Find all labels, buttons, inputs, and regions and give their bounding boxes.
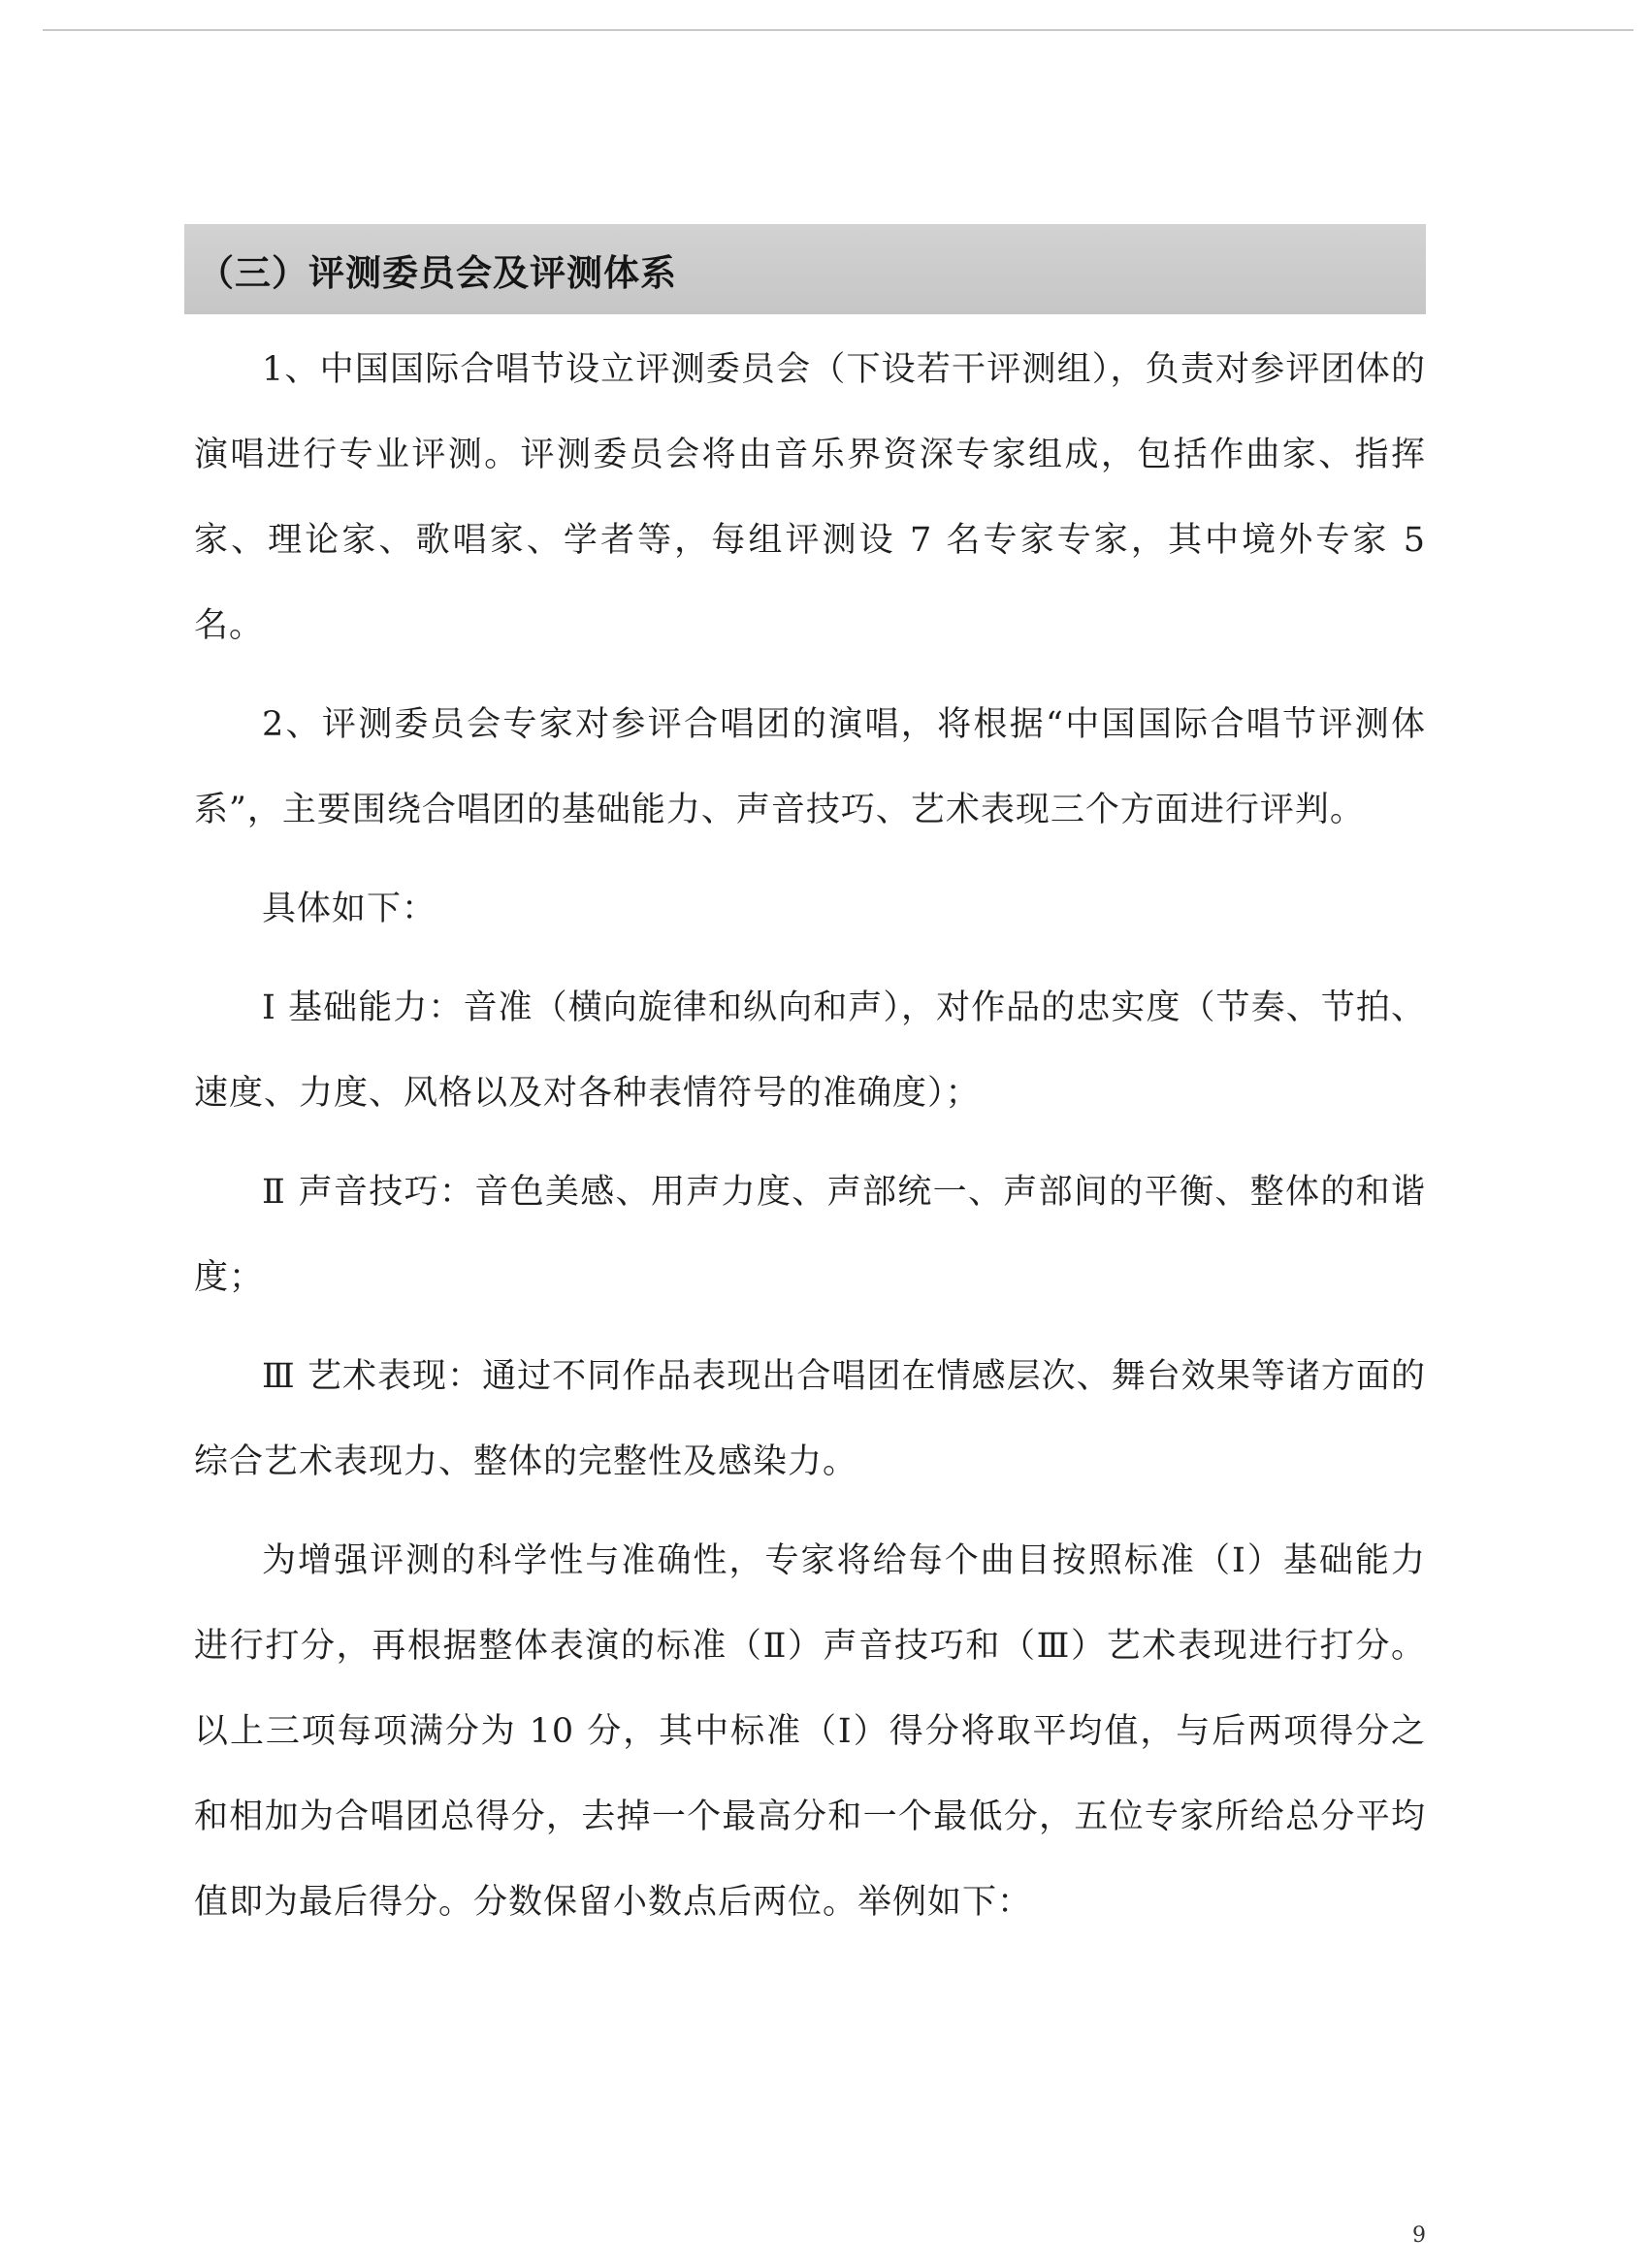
paragraph-criterion-artistic-expression: Ⅲ 艺术表现：通过不同作品表现出合唱团在情感层次、舞台效果等诸方面的综合艺术表现力、整体的完整性及感染力。 [194, 1357, 1426, 1481]
paragraph-scoring-method: 为增强评测的科学性与准确性，专家将给每个曲目按照标准（Ⅰ）基础能力进行打分，再根据整体表演的标准（Ⅱ）声音技巧和（Ⅲ）艺术表现进行打分。以上三项每项满分为 10 分，其中标准（Ⅰ）得分将取平均值，与后两项得分之和相加为合唱团总得分，去掉一个最高分和一个最低分，五位专家所给总分平均值即为最后得分。分数保留小数点后两位。举例如下： [194, 1541, 1426, 1922]
paragraph-criterion-basic-ability: Ⅰ 基础能力：音准（横向旋律和纵向和声），对作品的忠实度（节奏、节拍、速度、力度、风格以及对各种表情符号的准确度）； [194, 988, 1426, 1113]
paragraph-committee: 1、中国国际合唱节设立评测委员会（下设若干评测组），负责对参评团体的演唱进行专业评测。评测委员会将由音乐界资深专家组成，包括作曲家、指挥家、理论家、歌唱家、学者等，每组评测设 7 名专家专家，其中境外专家 5 名。 [194, 350, 1426, 645]
paragraph-criterion-vocal-technique: Ⅱ 声音技巧：音色美感、用声力度、声部统一、声部间的平衡、整体的和谐度； [194, 1173, 1426, 1297]
section-header [184, 224, 1426, 314]
paragraph-evaluation-system: 2、评测委员会专家对参评合唱团的演唱，将根据“中国国际合唱节评测体系”，主要围绕合唱团的基础能力、声音技巧、艺术表现三个方面进行评判。 [194, 705, 1426, 829]
paragraph-details-intro: 具体如下： [262, 890, 437, 928]
section-title: （三）评测委员会及评测体系 [198, 251, 677, 294]
top-rule [43, 29, 1633, 31]
page-number: 9 [1412, 2223, 1426, 2248]
document-body [194, 327, 1426, 1945]
